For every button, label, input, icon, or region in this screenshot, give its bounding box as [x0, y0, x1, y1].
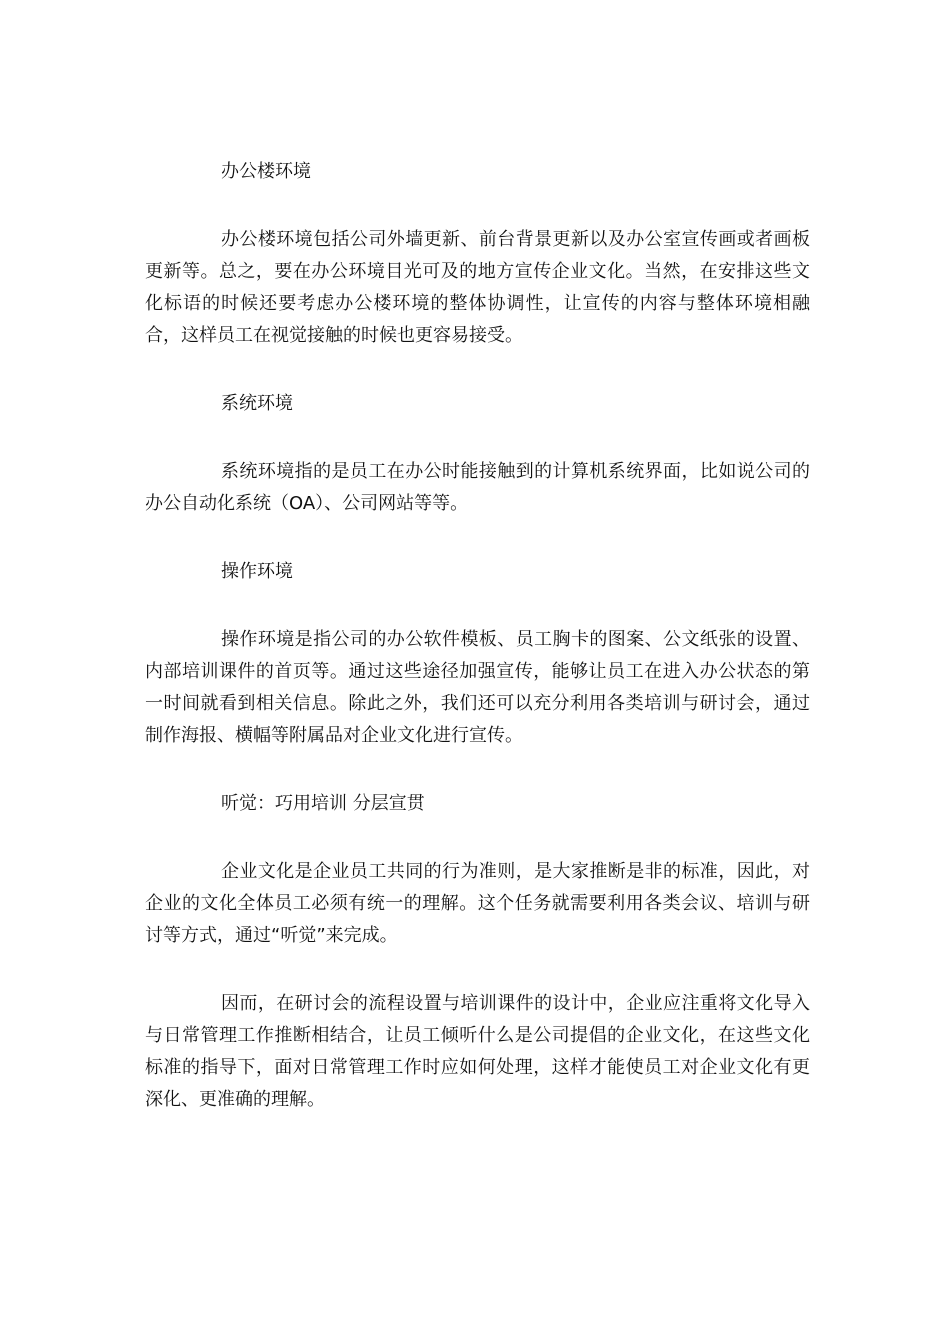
section-heading-hearing: 听觉：巧用培训 分层宣贯	[221, 793, 425, 814]
paragraph-operation-environment: 操作环境是指公司的办公软件模板、员工胸卡的图案、公文纸张的设置、内部培训课件的首页等。通过这些途径加强宣传，能够让员工在进入办公状态的第一时间就看到相关信息。除此之外，我们还可以充分利用各类培训与研讨会，通过制作海报、横幅等附属品对企业文化进行宣传。	[145, 629, 810, 746]
paragraph-hearing-1: 企业文化是企业员工共同的行为准则，是大家推断是非的标准，因此，对企业的文化全体员工必须有统一的理解。这个任务就需要利用各类会议、培训与研讨等方式，通过“听觉”来完成。	[145, 861, 810, 946]
section-heading-system-environment: 系统环境	[221, 393, 293, 414]
paragraph-hearing-2: 因而，在研讨会的流程设置与培训课件的设计中，企业应注重将文化导入与日常管理工作推断相结合，让员工倾听什么是公司提倡的企业文化，在这些文化标准的指导下，面对日常管理工作时应如何处理，这样才能使员工对企业文化有更深化、更准确的理解。	[145, 993, 810, 1110]
document-body	[145, 156, 810, 1152]
section-heading-office-building: 办公楼环境	[221, 161, 311, 182]
section-heading-operation-environment: 操作环境	[221, 561, 293, 582]
paragraph-office-building: 办公楼环境包括公司外墙更新、前台背景更新以及办公室宣传画或者画板更新等。总之，要在办公环境目光可及的地方宣传企业文化。当然，在安排这些文化标语的时候还要考虑办公楼环境的整体协调性，让宣传的内容与整体环境相融合，这样员工在视觉接触的时候也更容易接受。	[145, 229, 810, 346]
paragraph-system-environment: 系统环境指的是员工在办公时能接触到的计算机系统界面，比如说公司的办公自动化系统（OA）、公司网站等等。	[145, 461, 810, 514]
